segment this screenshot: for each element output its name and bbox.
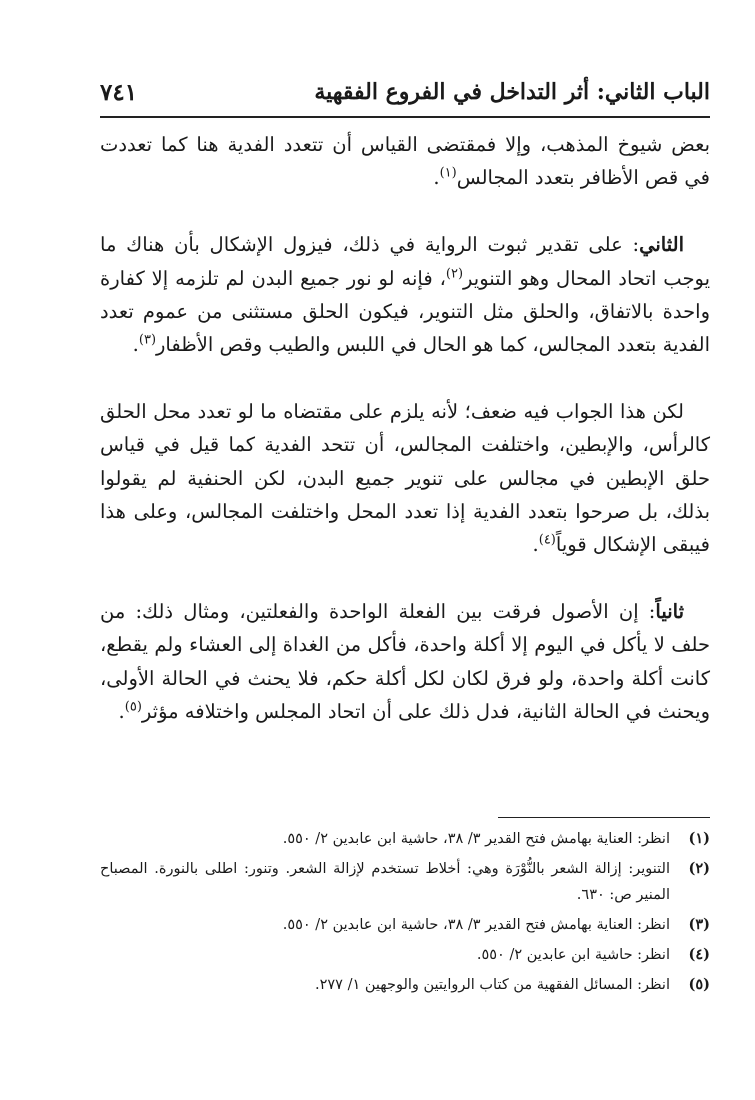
footnote-item — [100, 826, 710, 852]
paragraph-2: الثاني: على تقدير ثبوت الرواية في ذلك، فيزول الإشكال بأن هناك ما يوجب اتحاد المحال وهو التنوير$^{(٢)}$، فإنه لو نور جميع البدن لم تلزمه إلا كفارة واحدة بالاتفاق، والحلق مثل التنوير، فيكون الحلق مستثنى من عموم تعدد الفدية بتعدد المجالس، كما هو الحال في اللبس والطيب وقص الأظفار$^{(٣)}$. — [100, 233, 710, 357]
footnote-text: انظر: حاشية ابن عابدين ٢/ ٥٥٠. — [476, 947, 670, 963]
footnote-text: التنوير: إزالة الشعر بالنُّوْرَة وهي: أخلاط تستخدم لإزالة الشعر. وتنور: اطلى بالنورة. المصباح المنير ص: ٦٣٠. — [100, 861, 670, 903]
footnote-ref-5[interactable]: (٥) — [124, 699, 142, 715]
page-number: ٧٤١ — [100, 78, 138, 106]
footnote-item — [100, 942, 710, 968]
footnote-number: (٥) — [688, 976, 710, 993]
main-text — [100, 128, 710, 762]
footnote-ref-2[interactable]: (٢) — [445, 266, 464, 282]
running-header — [100, 74, 710, 110]
footnote-text: انظر: العناية بهامش فتح القدير ٣/ ٣٨، حاشية ابن عابدين ٢/ ٥٥٠. — [282, 831, 670, 847]
footnote-number: (٤) — [688, 946, 710, 963]
footnote-divider — [498, 817, 710, 818]
paragraph-lead: ثانياً — [655, 600, 684, 624]
paragraph-4: ثانياً: إن الأصول فرقت بين الفعلة الواحدة والفعلتين، ومثال ذلك: من حلف لا يأكل في اليوم إلا أكلة واحدة، فأكل من الغداة إلى العشاء ولم يقطع، كانت أكلة واحدة، ولو فرق لكان لكل أكلة حكم، فلا يحنث في الحالة الأولى، ويحنث في الحالة الثانية، فدل ذلك على أن اتحاد المجلس واختلافه مؤثر$^{(٥)}$. — [100, 600, 710, 723]
footnote-item — [100, 856, 710, 908]
header-divider — [100, 116, 710, 118]
footnote-text: انظر: المسائل الفقهية من كتاب الروايتين والوجهين ١/ ٢٧٧. — [315, 977, 670, 993]
paragraph-3: لكن هذا الجواب فيه ضعف؛ لأنه يلزم على مقتضاه ما لو تعدد محل الحلق كالرأس، والإبطين، واختلفت المجالس، أن تتحد الفدية كما قيل في قياس حلق الإبطين في مجالس على تنوير جميع البدن، لكن الحنفية لم يقولوا بذلك، بل صرحوا بتعدد الفدية إذا تعدد المحل واختلفت المجالس، وعلى هذا فيبقى الإشكال قوياً$^{(٤)}$. — [100, 400, 710, 557]
footnote-item — [100, 972, 710, 998]
footnote-ref-1[interactable]: (١) — [439, 165, 457, 181]
footnote-number: (١) — [688, 830, 710, 847]
footnote-number: (٣) — [688, 916, 710, 933]
paragraph-1: بعض شيوخ المذهب، وإلا فمقتضى القياس أن تتعدد الفدية هنا كما تعددت في قص الأظافر بتعدد المجالس$^{(١)}$. — [100, 133, 710, 190]
footnote-item — [100, 912, 710, 938]
footnote-number: (٢) — [688, 860, 710, 877]
book-page — [100, 0, 710, 1100]
footnote-ref-3[interactable]: (٣) — [138, 332, 157, 348]
footnote-text: انظر: العناية بهامش فتح القدير ٣/ ٣٨، حاشية ابن عابدين ٢/ ٥٥٠. — [282, 917, 670, 933]
chapter-title: الباب الثاني: أثر التداخل في الفروع الفقهية — [314, 79, 710, 105]
footnote-ref-4[interactable]: (٤) — [538, 532, 556, 548]
footnotes — [100, 826, 710, 1002]
paragraph-lead: الثاني — [639, 233, 684, 257]
